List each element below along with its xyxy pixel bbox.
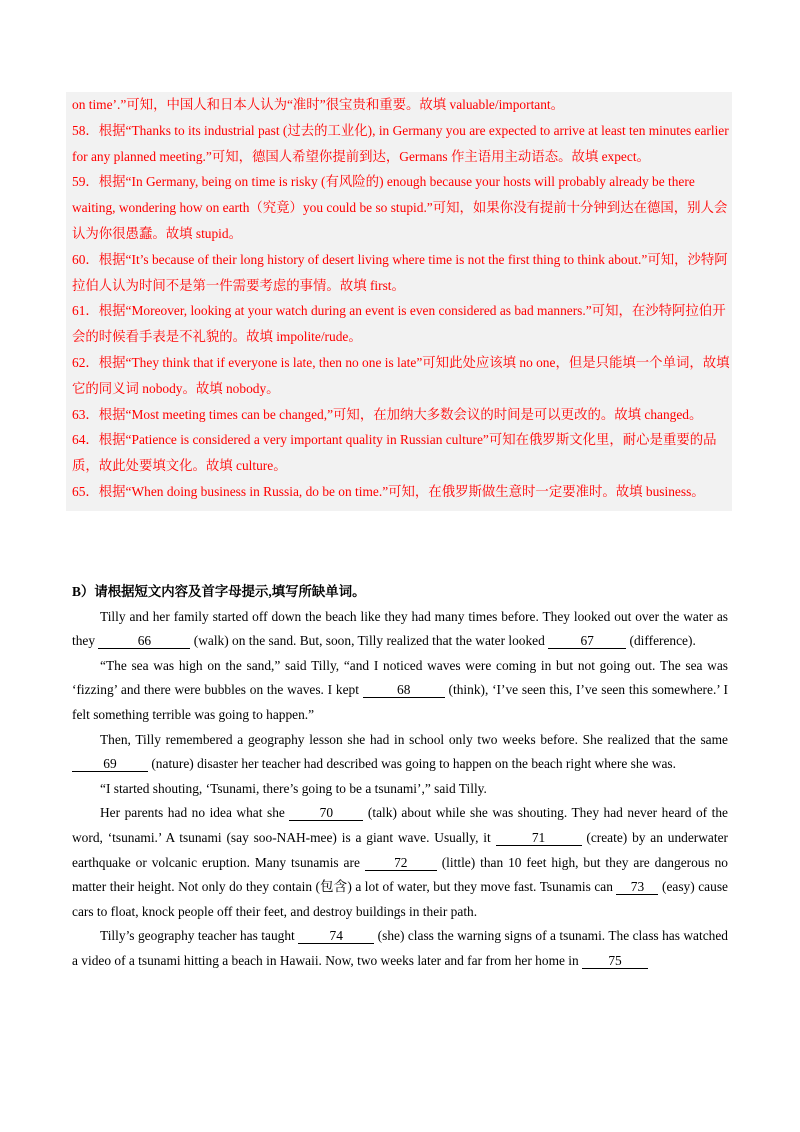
blank-71: 71 [496,830,582,846]
section-heading: B）请根据短文内容及首字母提示,填写所缺单词。 [72,584,366,599]
text: (difference). [626,633,696,649]
text: (easy) cause cars to float, knock people off their feet, and destroy buildings in their path. [72,879,728,919]
section-b [72,580,728,974]
blank-68: 68 [363,682,445,698]
blank-66: 66 [98,633,190,649]
text: (she) class the warning signs of a tsunami. The class has watched a video of a tsunami hitting a beach in Hawaii. Now, two weeks later and far from her home in [72,928,728,968]
blank-75: 75 [582,953,648,969]
text: (think), ‘I’ve seen this, I’ve seen this somewhere.’ I felt something terrible was going to happen.” [72,682,729,722]
text: (talk) about while she was shouting. They had never heard of the word, ‘tsunami.’ A tsunami (say soo-NAH-mee) is a giant wave. Usually, it [72,805,728,845]
answer-58: 58．根据“Thanks to its industrial past (过去的工业化), in Germany you are expected to arrive at least ten minutes earlier for any planned meeting.”可知，德国人希望你提前到达，Germans 作主语用主动语态。故填 expect。 [72,122,729,164]
paragraph-1 [72,605,728,654]
answer-63: 63．根据“Most meeting times can be changed,”可知，在加纳大多数会议的时间是可以更改的。故填 changed。 [72,406,703,422]
text: (nature) disaster her teacher had described was going to happen on the beach right where she was. [148,756,676,772]
blank-73: 73 [616,879,658,895]
text: Tilly and her family started off down the beach like they had many times before. They looked out over the water as they [72,608,728,649]
paragraph-6 [72,924,728,973]
text: Then, Tilly remembered a geography lesson she had in school only two weeks before. She realized that the same [100,731,728,747]
answer-61: 61．根据“Moreover, looking at your watch during an event is even considered as bad manners.”可知，在沙特阿拉伯开会的时候看手表是不礼貌的。故填 impolite/rude。 [72,303,726,345]
text: (create) by an underwater earthquake or volcanic eruption. Many tsunamis are [72,829,728,870]
answer-57-tail: on time’.”可知，中国人和日本人认为“准时”很宝贵和重要。故填 valuable/important。 [72,97,565,112]
text: “The sea was high on the sand,” said Tilly, “and I noticed waves were coming in but not going out. The sea was ‘fizzing’ and there were bubbles on the waves. I kept [72,657,728,698]
answer-62: 62．根据“They think that if everyone is late, then no one is late”可知此处应该填 no one，但是只能填一个单词，故填它的同义词 nobody。故填 nobody。 [72,354,730,396]
answer-60: 60．根据“It’s because of their long history of desert living where time is not the first thing to think about.”可知，沙特阿拉伯人认为时间不是第一件需要考虑的事情。故填 first。 [72,251,728,293]
answer-64: 64．根据“Patience is considered a very important quality in Russian culture”可知在俄罗斯文化里，耐心是重要的品质，故此处要填文化。故填 culture。 [72,432,717,474]
paragraph-2 [72,654,728,728]
answer-65: 65．根据“When doing business in Russia, do be on time.”可知，在俄罗斯做生意时一定要准时。故填 business。 [72,483,705,499]
blank-69: 69 [72,756,148,772]
blank-67: 67 [548,633,626,649]
paragraph-3 [72,728,728,777]
answer-59: 59．根据“In Germany, being on time is risky (有风险的) enough because your hosts will probably already be there waiting, wondering how on earth（究竟）you could be so stupid.”可知，如果你没有提前十分钟到达在德国，别人会认为你很愚蠢。故填 stupid。 [72,174,728,241]
blank-72: 72 [365,855,437,871]
answer-explanations [66,92,732,511]
text: Tilly’s geography teacher has taught [100,928,299,944]
paragraph-4: “I started shouting, ‘Tsunami, there’s going to be a tsunami’,” said Tilly. [100,780,487,796]
blank-70: 70 [289,805,363,821]
text: Her parents had no idea what she [100,805,290,821]
blank-74: 74 [298,928,374,944]
text: (walk) on the sand. But, soon, Tilly realized that the water looked [190,633,549,649]
paragraph-5 [72,801,728,924]
text: (little) than 10 feet high, but they are dangerous no matter their height. Not only do they contain (包含) a lot of water, but they move fast. Tsunamis can [72,854,728,895]
